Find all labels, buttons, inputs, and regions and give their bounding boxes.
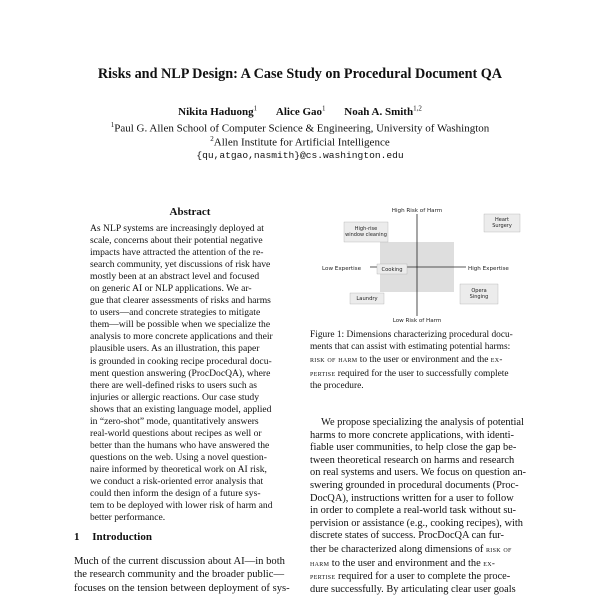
abstract-line: mostly been at an abstract level and focused <box>90 271 260 283</box>
abstract-line: we conduct a risk-oriented error analysis that <box>90 475 264 487</box>
author: Nikita Haduong$^1$ <box>178 104 258 118</box>
body-line: harms to more concrete applications, with identi- <box>310 429 514 441</box>
label-opera-singing: Opera Singing <box>469 288 489 300</box>
axis-label-left: Low Expertise <box>322 266 362 272</box>
body-line: swering grounded in procedural documents (Proc- <box>310 479 519 491</box>
section-title: Introduction <box>92 531 152 543</box>
abstract-line: search community, yet discussions of risk have <box>90 259 271 271</box>
label-high-rise-window-cleaning: High-rise window cleaning <box>345 226 387 238</box>
affiliation: $^2$Allen Institute for Artificial Intelligence <box>210 135 390 149</box>
abstract-line: to users—and concrete strategies to mitigate <box>90 307 261 319</box>
body-line: discrete states of success. ProcDocQA can fur- <box>310 530 504 542</box>
intro-line: focuses on the tension between deployment of sys- <box>74 582 290 594</box>
body-line: ther be characterized along dimensions of risk of <box>310 543 512 555</box>
body-line: tween theoretical research on harms and research <box>310 454 515 466</box>
abstract-line: could then inform the design of a future sys- <box>90 488 261 500</box>
abstract-heading: Abstract <box>169 206 211 218</box>
abstract-line: analysis to more concrete applications and their <box>90 331 273 343</box>
body-line: We propose specializing the analysis of potential <box>321 417 524 428</box>
abstract-line: gue that clearer assessments of risks and harms <box>90 295 271 307</box>
abstract-line: in “zero-shot” mode, quantitatively answers <box>90 415 259 427</box>
abstract-line: them—will be possible when we specialize the <box>90 319 271 331</box>
body-line: in order to complete a real-world task without su- <box>310 505 517 517</box>
abstract-line: scale, concerns about their potential negative <box>90 235 263 247</box>
body-line: pervision or assistance (e.g., cooking recipes), with <box>310 517 523 529</box>
abstract-line: is grounded in cooking recipe procedural docu- <box>90 355 272 367</box>
abstract-line: on generic AI or NLP applications. We ar- <box>90 283 252 295</box>
abstract-line: shows that an existing language model, applied <box>90 403 272 415</box>
abstract-line: real-world questions about recipes as well or <box>90 427 262 439</box>
abstract-line: better than the humans who have answered the <box>90 439 270 451</box>
section-number: 1 <box>74 531 80 543</box>
body-line: DocQA), instructions written for a user to follow <box>310 492 514 504</box>
abstract-line: better performance. <box>90 512 166 524</box>
label-cooking: Cooking <box>381 267 403 273</box>
axis-label-bottom: Low Risk of Harm <box>392 318 442 324</box>
section-heading <box>74 531 152 543</box>
intro-line: Much of the current discussion about AI—in both <box>74 556 285 567</box>
abstract-line: naire informed by theoretical work on AI risk, <box>90 463 267 475</box>
label-laundry: Laundry <box>356 296 378 302</box>
abstract-line: questions on the web. Using a novel question- <box>90 451 267 463</box>
abstract-line: injuries or allergic reactions. Our case study <box>90 391 259 403</box>
paper-title: Risks and NLP Design: A Case Study on Procedural Document QA <box>97 66 503 82</box>
abstract-line: tem to be deployed with lower risk of harm and <box>90 500 273 512</box>
axis-label-right: High Expertise <box>468 266 509 272</box>
abstract-line: As NLP systems are increasingly deployed at <box>90 223 264 234</box>
intro-line: the research community and the broader public— <box>74 569 285 581</box>
abstract-line: plausible users. As an illustration, this paper <box>90 343 260 355</box>
author: Alice Gao$^1$ <box>275 104 326 118</box>
body-line: fiable user communities, to help close the gap be- <box>310 442 517 454</box>
author-list <box>0 104 600 118</box>
body-line: on real systems and users. We focus on question an- <box>310 467 526 479</box>
abstract-line: there are well-defined risks to users such as <box>90 379 258 391</box>
intro-body <box>74 555 299 595</box>
figure-1-diagram <box>318 204 530 324</box>
author-email: {qu,atgao,nasmith}@cs.washington.edu <box>196 150 404 161</box>
abstract-body <box>90 223 290 524</box>
axis-label-top: High Risk of Harm <box>391 208 443 214</box>
affiliation: $^1$Paul G. Allen School of Computer Science & Engineering, University of Washington <box>110 121 490 135</box>
author: Noah A. Smith$^{1,2}$ <box>344 104 422 118</box>
label-heart-surgery: Heart Surgery <box>492 217 512 229</box>
figure-caption: Figure 1: Dimensions characterizing procedural docu- ments that can assist with estimating potential harms: risk of harm to the user or environment and the ex- pertise required for the user to successfully complete the procedure. <box>310 330 513 391</box>
abstract-line: ment question answering (ProcDocQA), where <box>90 367 271 379</box>
right-column-body: We propose specializing the analysis of potential harms to more concrete applications, with identi- fiable user communities, to help close the gap be- tween theoretical research on harms and research on real systems and users. We focus on question an- swering grounded in procedural documents (Proc- DocQA), instructions written for a user to follow in order to complete a real-world task without su- pervision or assistance (e.g., cooking recipes), with discrete states of success. ProcDocQA can fur- ther be characterized along dimensions of risk of harm to the user and environment and the ex- pertise required for a user to complete the proce- dure successfully. By articulating clear user goals <box>310 417 532 596</box>
abstract-line: impacts have attracted the attention of the re- <box>90 247 264 259</box>
